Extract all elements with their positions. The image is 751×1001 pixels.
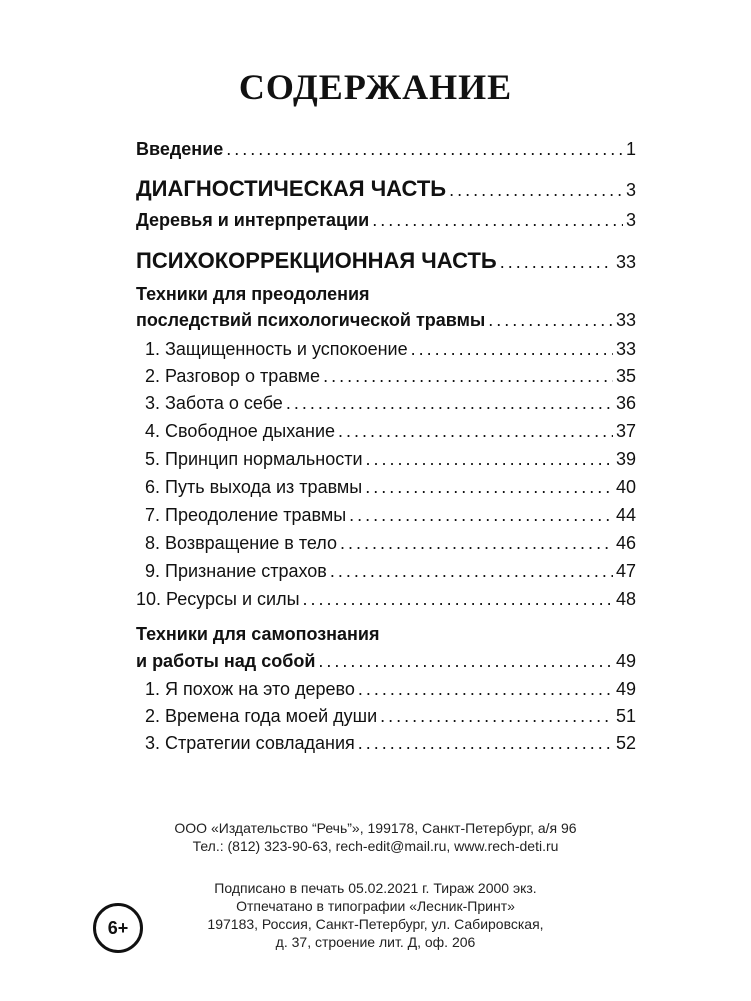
dot-leader xyxy=(449,180,623,201)
toc-item[interactable] xyxy=(136,477,636,498)
toc-entry-trees[interactable] xyxy=(136,210,636,231)
toc-entry-page: 47 xyxy=(615,561,636,581)
toc-item[interactable] xyxy=(136,366,636,387)
dot-leader xyxy=(365,477,613,498)
dot-leader xyxy=(323,366,613,387)
toc-entry-intro[interactable] xyxy=(136,139,636,160)
dot-leader xyxy=(318,651,613,672)
toc-item[interactable] xyxy=(136,421,636,442)
toc-entry-label: 5. Принцип нормальности xyxy=(145,449,363,469)
page-title: СОДЕРЖАНИЕ xyxy=(238,67,513,107)
toc-entry-label: 2. Времена года моей души xyxy=(145,706,378,726)
toc-entry-label: 1. Защищенность и успокоение xyxy=(145,339,408,359)
toc-entry-page: 51 xyxy=(615,706,636,726)
dot-leader xyxy=(286,393,613,414)
imprint-address-line2: д. 37, строение лит. Д, оф. 206 xyxy=(275,934,476,950)
dot-leader xyxy=(303,589,613,610)
dot-leader xyxy=(488,310,613,331)
toc-item[interactable] xyxy=(136,339,636,360)
toc-entry-label: и работы над собой xyxy=(136,651,316,671)
toc-entry-label: ПСИХОКОРРЕКЦИОННАЯ ЧАСТЬ xyxy=(136,248,497,273)
toc-entry-page: 49 xyxy=(615,651,636,671)
toc-entry-label: 6. Путь выхода из травмы xyxy=(145,477,363,497)
toc-entry-label: 3. Забота о себе xyxy=(145,393,283,413)
toc-entry-page: 3 xyxy=(625,180,636,200)
dot-leader xyxy=(411,339,613,360)
toc-item[interactable] xyxy=(136,505,636,526)
toc-item[interactable] xyxy=(136,393,636,414)
dot-leader xyxy=(226,139,623,160)
toc-section-heading-self: Техники для самопознания xyxy=(136,624,380,644)
toc-item[interactable] xyxy=(136,706,636,727)
toc-entry-label: 2. Разговор о травме xyxy=(145,366,321,386)
toc-entry-page: 40 xyxy=(615,477,636,497)
imprint-contacts: Тел.: (812) 323-90-63, rech-edit@mail.ru, www.rech-deti.ru xyxy=(192,838,559,854)
dot-leader xyxy=(372,210,623,231)
dot-leader xyxy=(338,421,613,442)
toc-entry-page: 52 xyxy=(615,733,636,753)
toc-entry-trauma-section[interactable] xyxy=(136,310,636,331)
toc-entry-page: 33 xyxy=(615,339,636,359)
toc-entry-page: 33 xyxy=(615,310,636,330)
toc-item[interactable] xyxy=(136,449,636,470)
toc-entry-label: 7. Преодоление травмы xyxy=(145,505,347,525)
toc-entry-page: 39 xyxy=(615,449,636,469)
toc-item[interactable] xyxy=(136,733,636,754)
toc-entry-page: 49 xyxy=(615,679,636,699)
toc-entry-label: 1. Я похож на это дерево xyxy=(145,679,355,699)
toc-entry-label: ДИАГНОСТИЧЕСКАЯ ЧАСТЬ xyxy=(136,176,447,201)
toc-entry-label: 9. Признание страхов xyxy=(145,561,327,581)
dot-leader xyxy=(349,505,613,526)
imprint-publisher: ООО «Издательство “Речь”», 199178, Санкт-Петербург, а/я 96 xyxy=(174,820,577,836)
dot-leader xyxy=(366,449,613,470)
dot-leader xyxy=(330,561,613,582)
toc-entry-page: 33 xyxy=(615,252,636,272)
toc-entry-page: 46 xyxy=(615,533,636,553)
toc-item[interactable] xyxy=(136,589,636,610)
toc-section-heading-trauma: Техники для преодоления xyxy=(136,284,370,304)
toc-entry-label: 10. Ресурсы и силы xyxy=(136,589,300,609)
toc-entry-page: 1 xyxy=(625,139,636,159)
dot-leader xyxy=(500,252,613,273)
toc-entry-label: Введение xyxy=(136,139,224,159)
imprint-signed: Подписано в печать 05.02.2021 г. Тираж 2000 экз. xyxy=(214,880,537,896)
dot-leader xyxy=(340,533,613,554)
toc-entry-psychocorrection-part[interactable] xyxy=(136,248,636,274)
toc-entry-label: Деревья и интерпретации xyxy=(136,210,370,230)
toc-entry-label: последствий психологической травмы xyxy=(136,310,486,330)
toc-item[interactable] xyxy=(136,679,636,700)
toc-entry-page: 3 xyxy=(625,210,636,230)
toc-entry-page: 44 xyxy=(615,505,636,525)
toc-item[interactable] xyxy=(136,561,636,582)
age-rating-badge: 6+ xyxy=(93,903,143,953)
toc-item[interactable] xyxy=(136,533,636,554)
toc-entry-self-section[interactable] xyxy=(136,651,636,672)
toc-entry-label: 3. Стратегии совладания xyxy=(145,733,355,753)
toc-entry-page: 36 xyxy=(615,393,636,413)
toc-entry-page: 48 xyxy=(615,589,636,609)
toc-entry-label: 4. Свободное дыхание xyxy=(145,421,336,441)
toc-entry-label: 8. Возвращение в тело xyxy=(145,533,338,553)
dot-leader xyxy=(380,706,613,727)
dot-leader xyxy=(358,679,613,700)
toc-entry-page: 37 xyxy=(615,421,636,441)
imprint-printed: Отпечатано в типографии «Лесник-Принт» xyxy=(236,898,515,914)
imprint-address-line1: 197183, Россия, Санкт-Петербург, ул. Сабировская, xyxy=(207,916,544,932)
dot-leader xyxy=(358,733,613,754)
toc-entry-page: 35 xyxy=(615,366,636,386)
toc-entry-diagnostic-part[interactable] xyxy=(136,176,636,202)
